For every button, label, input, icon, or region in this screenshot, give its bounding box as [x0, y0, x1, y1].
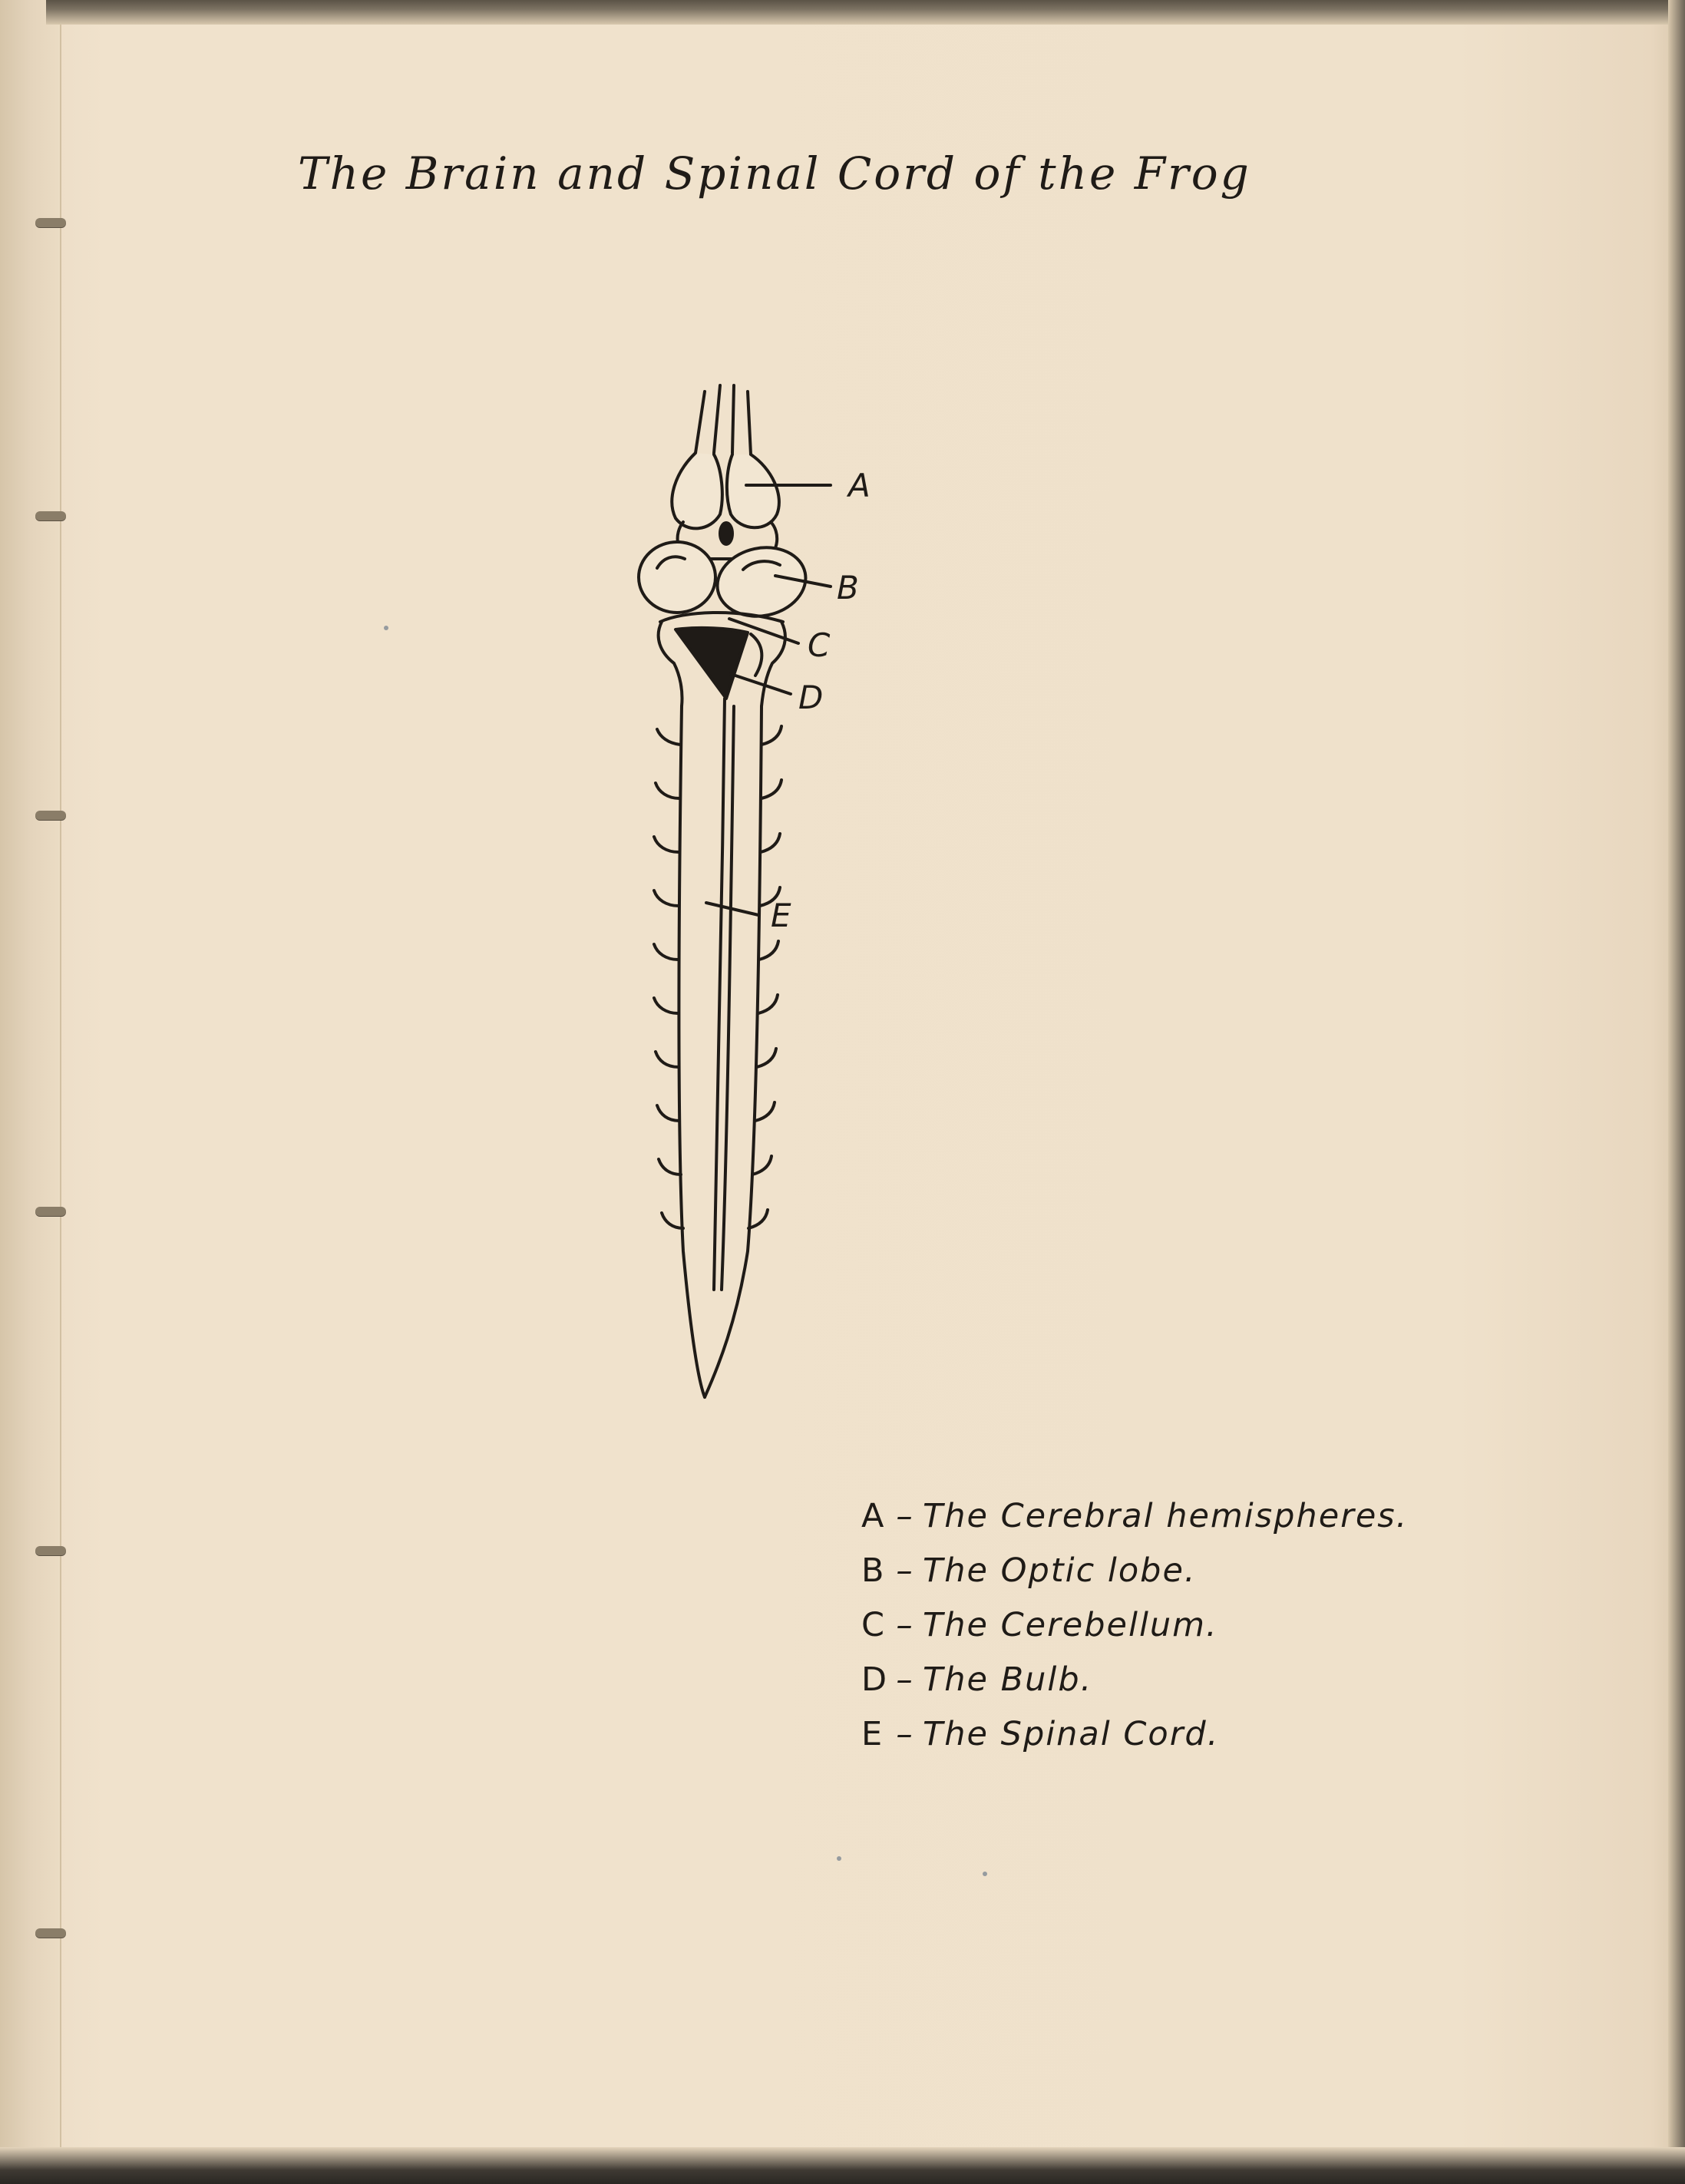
binding-stitch: [35, 1546, 66, 1555]
brain-spinal-cord-drawing: [583, 368, 921, 1412]
nerve-root-left: [659, 1159, 681, 1175]
legend-item: [861, 1606, 1552, 1660]
legend-key: C: [861, 1606, 887, 1644]
page-title: The Brain and Spinal Cord of the Frog: [298, 147, 1251, 200]
olfactory-nerve-right: [748, 392, 751, 454]
nerve-root-left: [657, 1105, 679, 1121]
nerve-root-left: [654, 998, 678, 1013]
callout-label-e: E: [771, 897, 791, 934]
bulb-shading: [751, 634, 762, 676]
nerve-root-right: [759, 941, 778, 960]
callout-label-c: C: [808, 626, 831, 664]
legend-separator: –: [896, 1551, 914, 1590]
nerve-root-left: [657, 729, 680, 745]
legend-text: The Cerebellum.: [923, 1606, 1218, 1644]
nerve-root-right: [755, 1102, 775, 1121]
legend-item: [861, 1497, 1552, 1551]
legend-item: [861, 1551, 1552, 1606]
cerebral-hemisphere-left: [672, 453, 722, 528]
leader-line-d: [731, 674, 791, 694]
ink-speck: [384, 626, 388, 630]
spinal-cord-center-line: [714, 699, 725, 1290]
cover-bottom-edge: [0, 2147, 1685, 2184]
legend-key: A: [861, 1497, 886, 1535]
binding-stitch: [35, 511, 66, 520]
nerve-root-left: [662, 1213, 683, 1228]
nerve-root-left: [654, 944, 678, 960]
legend-text: The Spinal Cord.: [923, 1715, 1220, 1753]
legend-separator: –: [896, 1497, 914, 1535]
nerve-root-left: [654, 890, 679, 906]
legend-text: The Cerebral hemispheres.: [923, 1497, 1409, 1535]
callout-label-b: B: [837, 569, 859, 606]
legend-separator: –: [896, 1715, 914, 1753]
nerve-root-right: [752, 1156, 771, 1175]
legend-key: B: [861, 1551, 886, 1590]
legend-item: [861, 1715, 1552, 1769]
legend-key: D: [861, 1660, 889, 1699]
ink-speck: [983, 1872, 987, 1876]
pineal-spot: [720, 523, 732, 544]
fourth-ventricle: [676, 628, 748, 699]
legend-separator: –: [896, 1606, 914, 1644]
legend-text: The Optic lobe.: [923, 1551, 1197, 1590]
legend-item: [861, 1660, 1552, 1715]
cover-right-edge: [1668, 0, 1685, 2184]
nerve-root-right: [757, 1049, 776, 1067]
nerve-root-right: [761, 834, 780, 852]
cerebral-hemisphere-right: [727, 454, 779, 527]
nerve-root-right: [758, 995, 778, 1013]
nerve-root-right: [762, 780, 781, 798]
olfactory-nerve-inner-right: [732, 385, 734, 453]
binding-stitch: [35, 218, 66, 227]
legend: [861, 1497, 1552, 1769]
cover-top-edge: [46, 0, 1685, 25]
nerve-root-left: [656, 1052, 679, 1067]
binding-stitch: [35, 1928, 66, 1938]
ink-speck: [837, 1856, 841, 1861]
binding-stitch: [35, 811, 66, 820]
nerve-root-left: [656, 783, 679, 798]
binding-gutter: [0, 0, 61, 2184]
callout-label-d: D: [798, 679, 824, 716]
legend-key: E: [861, 1715, 884, 1753]
nerve-root-left: [654, 837, 679, 852]
spinal-cord-left-edge: [679, 706, 705, 1397]
optic-lobe-left: [639, 542, 715, 613]
nerve-root-right: [762, 726, 781, 745]
callout-label-a: A: [848, 467, 871, 504]
legend-text: The Bulb.: [923, 1660, 1093, 1699]
binding-stitch: [35, 1207, 66, 1216]
leader-line-e: [706, 903, 758, 915]
frog-brain-diagram: [583, 368, 921, 1412]
olfactory-nerve-inner-left: [714, 385, 720, 453]
olfactory-nerve-left: [695, 392, 705, 453]
legend-separator: –: [896, 1660, 914, 1699]
